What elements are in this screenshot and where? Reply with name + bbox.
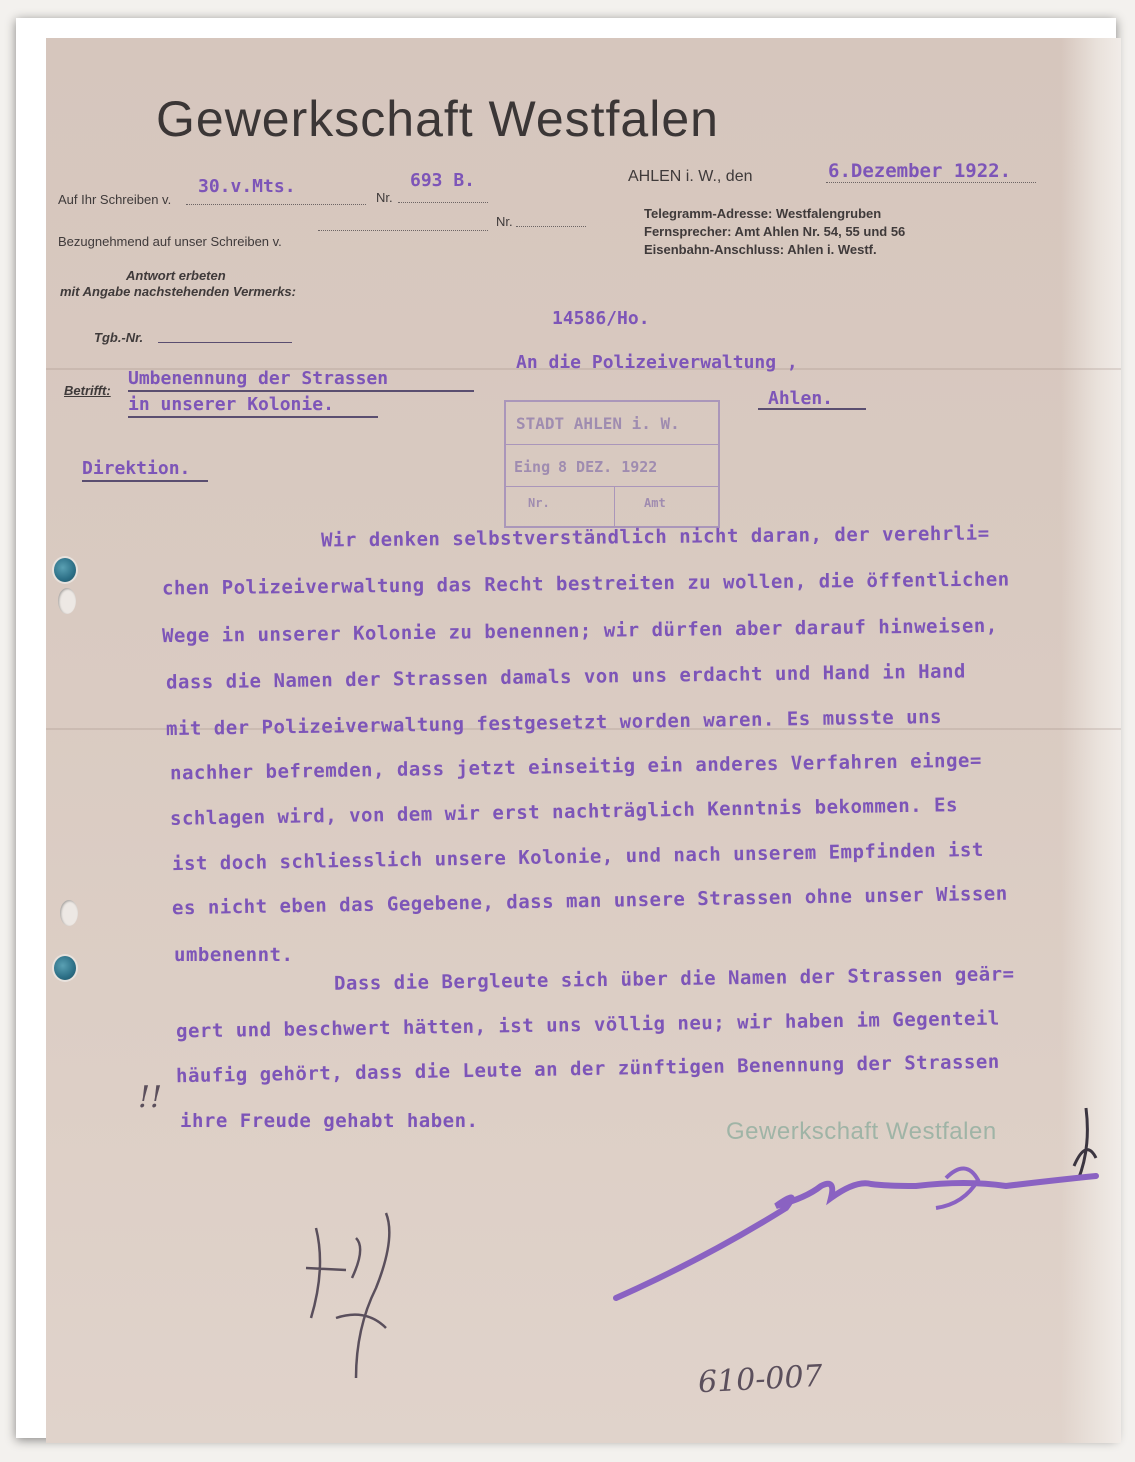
punch-hole bbox=[58, 588, 76, 614]
dotted-line bbox=[826, 182, 1036, 183]
dotted-line bbox=[318, 230, 488, 231]
binder-eyelet bbox=[52, 556, 78, 584]
telegram-address: Telegramm-Adresse: Westfalengruben bbox=[644, 206, 882, 221]
punch-hole bbox=[60, 900, 78, 926]
subject-underline bbox=[128, 390, 474, 392]
stamp-nr: Nr. bbox=[528, 496, 550, 510]
body-line: chen Polizeiverwaltung das Recht bestreiten zu wollen, die öffentlichen bbox=[161, 568, 1010, 600]
stamp-divider bbox=[614, 486, 615, 526]
letter-page bbox=[46, 38, 1121, 1443]
phone-number: Fernsprecher: Amt Ahlen Nr. 54, 55 und 56 bbox=[644, 224, 906, 239]
department-underline bbox=[82, 480, 208, 482]
body-line: schlagen wird, von dem wir erst nachträglich Kenntnis bekommen. Es bbox=[169, 794, 959, 830]
nr2-label: Nr. bbox=[496, 214, 513, 229]
reply-note-line1: Antwort erbeten bbox=[126, 268, 226, 283]
subject-line1: Umbenennung der Strassen bbox=[128, 368, 389, 389]
stamp-amt: Amt bbox=[644, 496, 666, 510]
place-label: AHLEN i. W., den bbox=[628, 168, 753, 185]
body-line: Wege in unserer Kolonie zu benennen; wir dürfen aber darauf hinweisen, bbox=[161, 614, 998, 648]
body-line: gert und beschwert hätten, ist uns völlig neu; wir haben im Gegenteil bbox=[175, 1007, 1000, 1043]
nr-value: 693 B. bbox=[410, 170, 476, 191]
signature-stroke bbox=[936, 1168, 978, 1208]
document-frame bbox=[16, 18, 1116, 1438]
received-stamp bbox=[504, 400, 720, 528]
recipient-line2: Ahlen. bbox=[768, 388, 834, 409]
department: Direktion. bbox=[82, 458, 191, 479]
dotted-line bbox=[516, 226, 586, 227]
letterhead-title: Gewerkschaft Westfalen bbox=[156, 91, 719, 147]
tgb-label: Tgb.-Nr. bbox=[94, 330, 144, 345]
body-line: nachher befremden, dass jetzt einseitig ein anderes Verfahren einge= bbox=[169, 749, 982, 785]
your-letter-date: 30.v.Mts. bbox=[198, 176, 296, 197]
stamp-city: STADT AHLEN i. W. bbox=[516, 414, 680, 433]
tgb-value: 14586/Ho. bbox=[552, 308, 650, 329]
reply-note-line2: mit Angabe nachstehenden Vermerks: bbox=[60, 284, 296, 299]
subject-underline bbox=[128, 416, 378, 418]
stamp-eing: Eing bbox=[514, 458, 551, 476]
our-letter-label: Bezugnehmend auf unser Schreiben v. bbox=[58, 234, 282, 249]
handwritten-signature bbox=[586, 1068, 1106, 1328]
body-line: Wir denken selbstverständlich nicht daran, der verehrli= bbox=[320, 522, 990, 552]
signature-stroke bbox=[616, 1176, 1096, 1298]
margin-mark: !! bbox=[138, 1080, 163, 1115]
rail-connection: Eisenbahn-Anschluss: Ahlen i. Westf. bbox=[644, 242, 877, 257]
body-line: es nicht eben das Gegebene, dass man unsere Strassen ohne unser Wissen bbox=[171, 882, 1008, 920]
tgb-line bbox=[158, 342, 292, 343]
stamp-divider bbox=[506, 486, 718, 487]
body-line: Dass die Bergleute sich über die Namen der Strassen geär= bbox=[333, 963, 1015, 995]
subject-label: Betrifft: bbox=[64, 383, 111, 398]
subject-line2: in unserer Kolonie. bbox=[128, 394, 334, 415]
nr-label: Nr. bbox=[376, 190, 393, 205]
recipient-underline bbox=[758, 408, 866, 410]
body-line: mit der Polizeiverwaltung festgesetzt worden waren. Es musste uns bbox=[165, 705, 943, 741]
body-line: ist doch schliesslich unsere Kolonie, und nach unserem Empfinden ist bbox=[171, 838, 984, 876]
dotted-line bbox=[186, 204, 366, 205]
letter-date: 6.Dezember 1922. bbox=[828, 160, 1012, 182]
signature-stroke bbox=[1074, 1108, 1096, 1180]
stamp-divider bbox=[506, 444, 718, 445]
binder-eyelet bbox=[52, 954, 78, 982]
your-letter-label: Auf Ihr Schreiben v. bbox=[58, 192, 172, 207]
company-signature-stamp: Gewerkschaft Westfalen bbox=[726, 1118, 997, 1145]
dotted-line bbox=[398, 202, 488, 203]
recipient-line1: An die Polizeiverwaltung , bbox=[516, 352, 798, 373]
body-line: ihre Freude gehabt haben. bbox=[180, 1110, 479, 1132]
archive-number: 610-007 bbox=[697, 1358, 824, 1401]
body-line: dass die Namen der Strassen damals von uns erdacht und Hand in Hand bbox=[165, 660, 967, 694]
body-line: häufig gehört, dass die Leute an der zünftigen Benennung der Strassen bbox=[175, 1050, 1000, 1088]
stamp-date: 8 DEZ. 1922 bbox=[558, 458, 658, 476]
body-line: umbenennt. bbox=[174, 944, 294, 966]
